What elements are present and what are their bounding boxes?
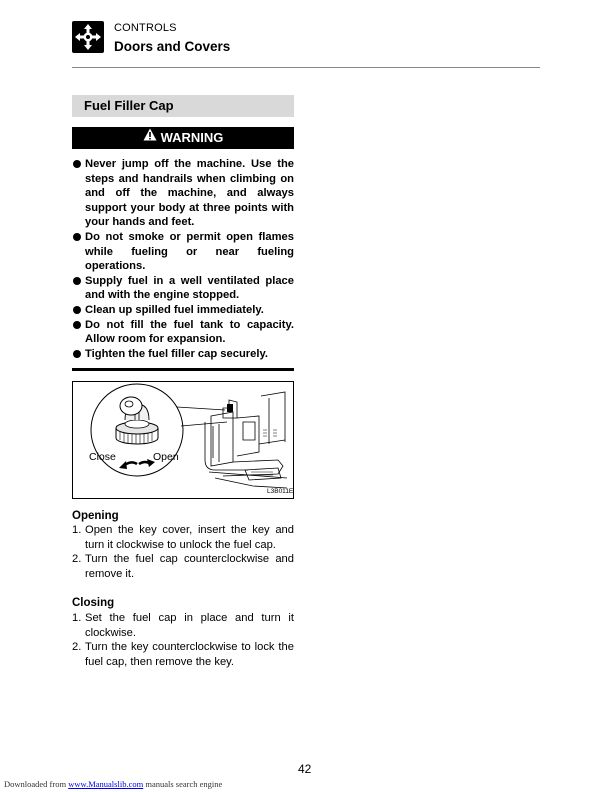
list-item: Tighten the fuel filler cap securely. bbox=[72, 347, 294, 362]
bullet-icon bbox=[73, 321, 81, 329]
list-item: 1. Open the key cover, insert the key and turn it clockwise to unlock the fuel cap. bbox=[72, 524, 294, 551]
header-section-label: CONTROLS bbox=[114, 22, 177, 34]
footer-prefix: Downloaded from bbox=[4, 779, 67, 789]
list-item: Clean up spilled fuel immediately. bbox=[72, 303, 294, 318]
list-item: 2. Turn the fuel cap counterclockwise and remove it. bbox=[72, 553, 294, 580]
fuel-cap-illustration bbox=[72, 381, 294, 499]
warning-banner bbox=[72, 127, 294, 149]
footer-suffix: manuals search engine bbox=[145, 779, 223, 789]
footer-link[interactable]: www.Manualslib.com bbox=[68, 779, 144, 789]
header-divider bbox=[72, 67, 540, 68]
list-item: Do not fill the fuel tank to capacity. Allow room for expansion. bbox=[72, 318, 294, 347]
bullet-icon bbox=[73, 277, 81, 285]
warning-triangle-icon bbox=[143, 126, 157, 148]
close-label: Close bbox=[89, 451, 116, 463]
header-title: Doors and Covers bbox=[114, 39, 231, 54]
fuel-cap-drawing bbox=[73, 382, 293, 498]
list-item: 2. Turn the key counterclockwise to lock the fuel cap, then remove the key. bbox=[72, 641, 294, 668]
closing-heading: Closing bbox=[72, 597, 115, 609]
footer bbox=[4, 779, 222, 789]
warning-list bbox=[72, 157, 294, 361]
section-heading: Fuel Filler Cap bbox=[72, 95, 294, 117]
page-number: 42 bbox=[298, 762, 312, 776]
warning-end-divider bbox=[72, 368, 294, 371]
list-item: Supply fuel in a well ventilated place and with the engine stopped. bbox=[72, 274, 294, 303]
warning-label: WARNING bbox=[160, 130, 224, 145]
open-label: Open bbox=[153, 451, 179, 463]
list-item: 1. Set the fuel cap in place and turn it clockwise. bbox=[72, 612, 294, 639]
bullet-icon bbox=[73, 306, 81, 314]
bullet-icon bbox=[73, 160, 81, 168]
closing-steps bbox=[72, 611, 294, 669]
controls-arrows-icon bbox=[72, 21, 104, 53]
list-item: Do not smoke or permit open flames while fueling or near fueling operations. bbox=[72, 230, 294, 274]
bullet-icon bbox=[73, 233, 81, 241]
opening-steps bbox=[72, 523, 294, 581]
opening-heading: Opening bbox=[72, 510, 119, 522]
figure-code: L3B011E bbox=[267, 488, 294, 495]
bullet-icon bbox=[73, 350, 81, 358]
list-item: Never jump off the machine. Use the steps and handrails when climbing on and off the machine, and always support your body at three points with your hands and feet. bbox=[72, 157, 294, 230]
